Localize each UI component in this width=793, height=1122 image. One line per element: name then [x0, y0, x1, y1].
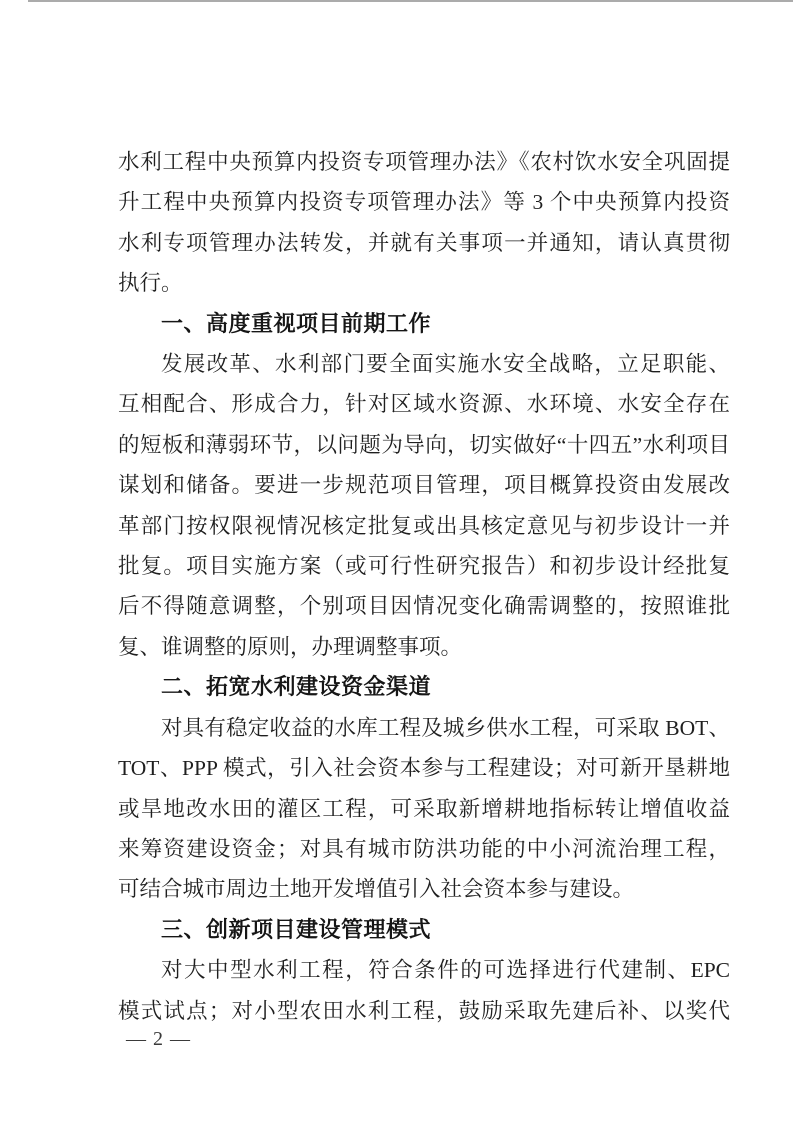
body-line: 可结合城市周边土地开发增值引入社会资本参与建设。: [118, 877, 635, 902]
body-line: 对大中型水利工程，符合条件的可选择进行代建制、EPC: [161, 958, 730, 983]
body-line: 的短板和薄弱环节，以问题为导向，切实做好“十四五”水利项目: [118, 432, 730, 457]
body-line: TOT、PPP 模式，引入社会资本参与工程建设；对可新开垦耕地: [118, 756, 730, 781]
body-line: 水利专项管理办法转发，并就有关事项一并通知，请认真贯彻: [118, 230, 730, 255]
body-line: 批复。项目实施方案（或可行性研究报告）和初步设计经批复: [118, 554, 730, 579]
section-heading: 一、高度重视项目前期工作: [161, 310, 432, 336]
body-line: 来筹资建设资金；对具有城市防洪功能的中小河流治理工程，: [118, 836, 730, 861]
scan-edge-line: [28, 0, 793, 2]
body-line: 谋划和储备。要进一步规范项目管理，项目概算投资由发展改: [118, 473, 730, 498]
body-line: 或旱地改水田的灌区工程，可采取新增耕地指标转让增值收益: [118, 796, 730, 821]
body-line: 对具有稳定收益的水库工程及城乡供水工程，可采取 BOT、: [161, 715, 730, 740]
body-line: 发展改革、水利部门要全面实施水安全战略，立足职能、: [161, 352, 730, 377]
body-line: 复、谁调整的原则，办理调整事项。: [118, 634, 463, 659]
document-body: [118, 142, 730, 1031]
body-line: 升工程中央预算内投资专项管理办法》等 3 个中央预算内投资: [118, 190, 730, 215]
section-heading: 二、拓宽水利建设资金渠道: [161, 674, 432, 700]
section-heading: 三、创新项目建设管理模式: [161, 916, 432, 942]
body-line: 执行。: [118, 271, 183, 296]
body-line: 革部门按权限视情况核定批复或出具核定意见与初步设计一并: [118, 513, 730, 538]
body-line: 水利工程中央预算内投资专项管理办法》《农村饮水安全巩固提: [118, 150, 730, 174]
body-line: 后不得随意调整，个别项目因情况变化确需调整的，按照谁批: [118, 594, 730, 619]
body-line: 互相配合、形成合力，针对区域水资源、水环境、水安全存在: [118, 392, 730, 417]
body-line: 模式试点；对小型农田水利工程，鼓励采取先建后补、以奖代: [118, 998, 730, 1023]
page-number: — 2 —: [126, 1028, 191, 1050]
